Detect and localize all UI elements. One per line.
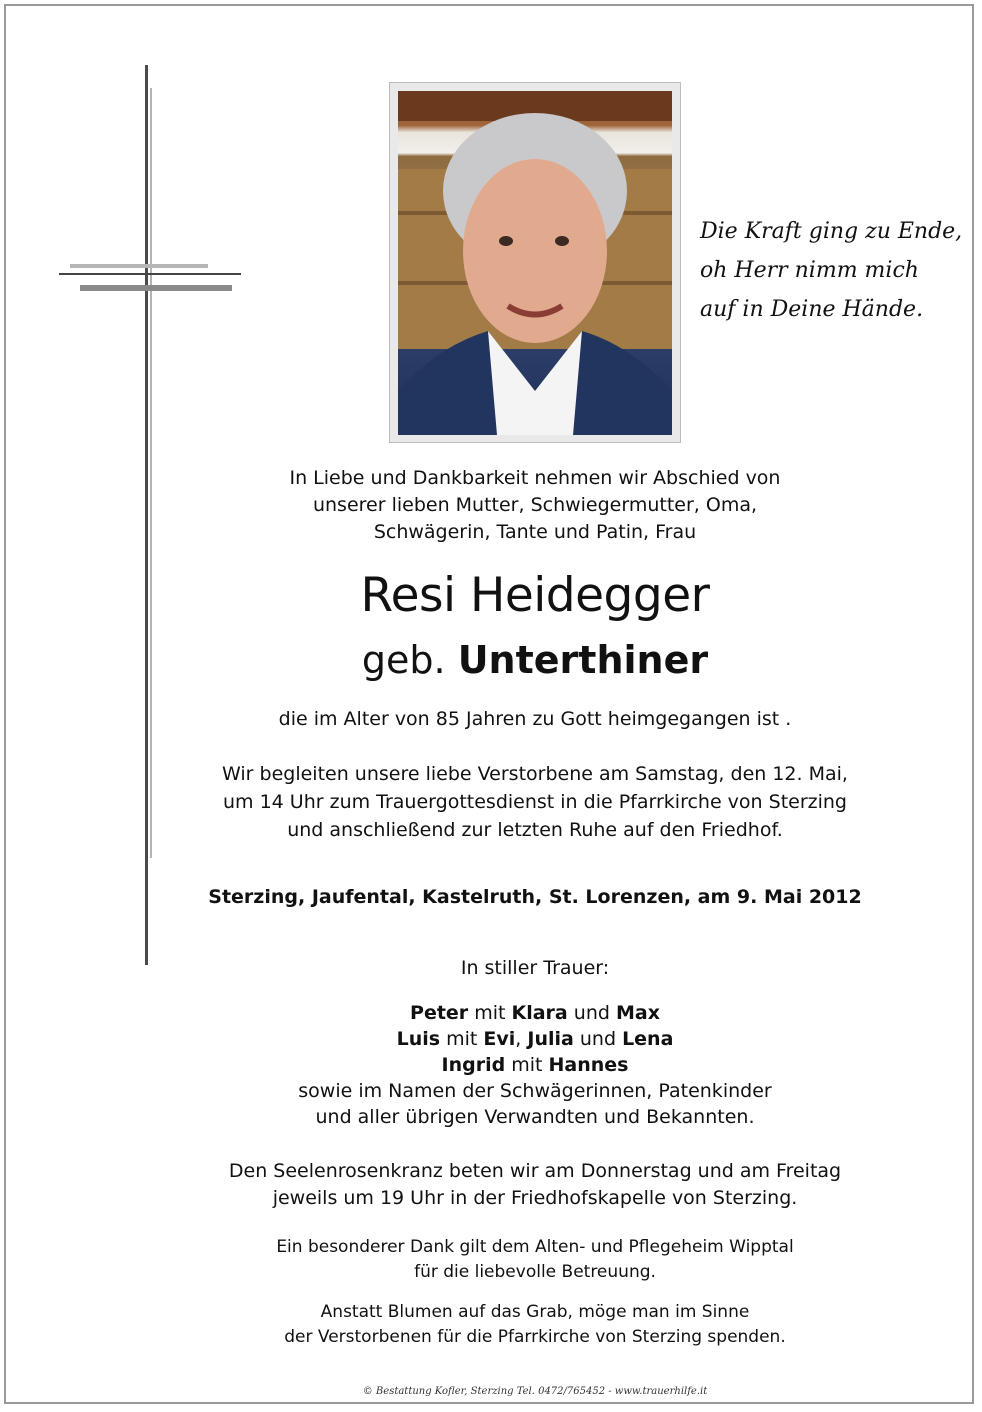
cross-horizontal-shadow-top	[70, 264, 208, 268]
thanks-text	[130, 1235, 940, 1285]
mourning-title: In stiller Trauer:	[460, 957, 610, 979]
family-connector: mit	[468, 1002, 512, 1024]
burial-line: und anschließend zur letzten Ruhe auf den Friedhof.	[287, 819, 783, 841]
family-row	[130, 1000, 940, 1026]
burial-line: Wir begleiten unsere liebe Verstorbene am Samstag, den 12. Mai,	[222, 763, 848, 785]
verse-line: auf in Deine Hände.	[700, 297, 924, 322]
intro-line: In Liebe und Dankbarkeit nehmen wir Abschied von	[289, 467, 781, 489]
family-member: Julia	[527, 1028, 574, 1050]
flowers-text	[130, 1300, 940, 1350]
thanks-line: Ein besonderer Dank gilt dem Alten- und Pflegeheim Wipptal	[276, 1237, 794, 1257]
maiden-name-line	[130, 637, 940, 683]
family-connector: und	[573, 1028, 623, 1050]
burial-line: um 14 Uhr zum Trauergottesdienst in die Pfarrkirche von Sterzing	[223, 791, 847, 813]
family-connector: mit	[505, 1054, 549, 1076]
family-row	[130, 1026, 940, 1052]
family-member: Ingrid	[441, 1054, 506, 1076]
family-member: Klara	[511, 1002, 568, 1024]
cross-horizontal-bar	[59, 273, 241, 275]
family-list	[130, 1000, 940, 1130]
family-member: Peter	[410, 1002, 469, 1024]
burial-text	[130, 760, 940, 844]
intro-line: unserer lieben Mutter, Schwiegermutter, Oma,	[312, 494, 758, 516]
thanks-line: für die liebevolle Betreuung.	[414, 1262, 656, 1282]
rosary-text	[130, 1158, 940, 1212]
footer-credit: © Bestattung Kofler, Sterzing Tel. 0472/765452 - www.trauerhilfe.it	[362, 1386, 708, 1397]
family-member: Luis	[396, 1028, 441, 1050]
rosary-line: jeweils um 19 Uhr in der Friedhofskapelle von Sterzing.	[272, 1187, 798, 1209]
family-line: und aller übrigen Verwandten und Bekannten.	[315, 1106, 755, 1128]
maiden-name: Unterthiner	[457, 638, 709, 682]
family-member: Hannes	[548, 1054, 629, 1076]
intro-text	[130, 465, 940, 546]
family-member: Max	[615, 1002, 660, 1024]
family-connector: mit	[440, 1028, 484, 1050]
age-line: die im Alter von 85 Jahren zu Gott heimgegangen ist .	[278, 708, 792, 730]
verse-line: Die Kraft ging zu Ende,	[700, 219, 963, 244]
family-connector: und	[567, 1002, 616, 1024]
family-member: Lena	[622, 1028, 674, 1050]
portrait-photo	[398, 91, 672, 435]
maiden-prefix: geb.	[361, 638, 446, 682]
flowers-line: Anstatt Blumen auf das Grab, möge man im Sinne	[320, 1302, 750, 1322]
flowers-line: der Verstorbenen für die Pfarrkirche von Sterzing spenden.	[284, 1327, 786, 1347]
family-connector: ,	[515, 1028, 528, 1050]
deceased-name: Resi Heidegger	[360, 568, 710, 623]
place-date: Sterzing, Jaufental, Kastelruth, St. Lorenzen, am 9. Mai 2012	[208, 886, 862, 908]
family-row	[130, 1052, 940, 1078]
family-member: Evi	[483, 1028, 516, 1050]
rosary-line: Den Seelenrosenkranz beten wir am Donnerstag und am Freitag	[228, 1160, 842, 1182]
verse-line: oh Herr nimm mich	[700, 258, 919, 283]
intro-line: Schwägerin, Tante und Patin, Frau	[373, 521, 697, 543]
portrait-frame	[389, 82, 681, 443]
cross-horizontal-shadow-bottom	[80, 285, 232, 291]
family-line: sowie im Namen der Schwägerinnen, Patenkinder	[298, 1080, 772, 1102]
verse	[700, 212, 963, 329]
